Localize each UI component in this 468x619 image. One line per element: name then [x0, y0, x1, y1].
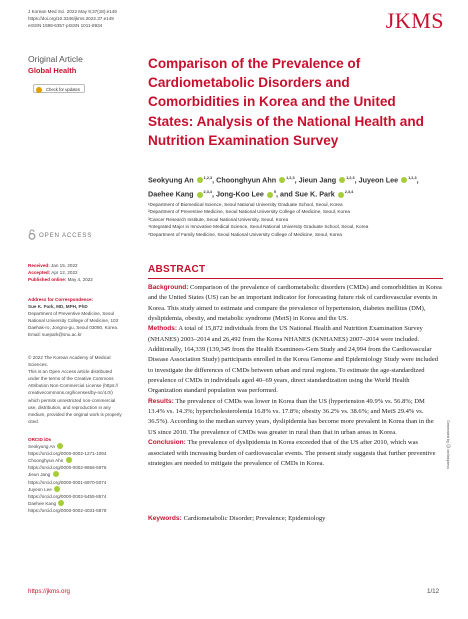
- keywords-text: Cardiometabolic Disorder; Prevalence; Epidemiology: [183, 515, 326, 522]
- orcid-link[interactable]: https://orcid.org/0000-0002-9656-5976: [28, 465, 107, 471]
- accepted-label: Accepted:: [28, 270, 51, 276]
- abstract-heading: ABSTRACT: [148, 264, 206, 275]
- check-updates-label: Check for updates: [46, 87, 80, 92]
- correspondence-label: Address for Correspondence:: [28, 297, 94, 302]
- orcid-icon[interactable]: [339, 177, 345, 183]
- orcid-name: Daehee Kang: [28, 500, 57, 506]
- affiliation-line: ³Cancer Research Institute, Seoul National University, Seoul, Korea: [148, 216, 289, 222]
- abstract-methods: [148, 324, 443, 396]
- issn-line: eISSN 1598-6357·pISSN 1011-8934: [28, 23, 103, 28]
- correspondence-line: National University College of Medicine, 103: [28, 318, 119, 324]
- orcid-icon: [57, 443, 63, 449]
- received-date: Jan 15, 2022: [51, 263, 78, 268]
- section-text: The prevalence of dyslipidemia in Korea exceeded that of the US after 2010, which was associated with increasing burden of cardiovascular events. The present study suggests that further preventive strategies are needed to mitigate the prevalence of CMDs in Korea.: [148, 439, 436, 467]
- orcid-icon[interactable]: [267, 192, 273, 198]
- license-line: which permits unrestricted non-commercial: [28, 397, 116, 403]
- section-label: Background:: [148, 284, 189, 291]
- citation-line: J Korean Med Sci. 2022 May 9;37(18):e149: [28, 9, 117, 14]
- received-label: Received:: [28, 263, 50, 268]
- author-list: [148, 172, 438, 201]
- orcid-link[interactable]: https://orcid.org/0000-0001-6970-5074: [28, 479, 107, 485]
- orcid-icon[interactable]: [279, 177, 285, 183]
- generator-note: Generated by 🛈 xmlinkpress: [446, 420, 450, 470]
- article-type: Original Article: [28, 54, 83, 64]
- author-separator: ,: [212, 189, 214, 199]
- correspondence-line: Daehak-ro, Jongno-gu, Seoul 03080, Korea.: [28, 325, 119, 331]
- author-separator: ,: [354, 175, 357, 185]
- abstract-results: [148, 397, 443, 438]
- orcid-icon[interactable]: [197, 177, 203, 183]
- author-name: Jong-Koo Lee: [216, 189, 264, 199]
- open-access-icon: [28, 229, 36, 240]
- check-updates-button[interactable]: [33, 84, 85, 93]
- orcid-icon: [66, 457, 72, 463]
- author-separator: ,: [416, 175, 419, 185]
- orcid-name: Seokyung An: [28, 444, 56, 450]
- license-line: under the terms of the Creative Commons: [28, 376, 114, 382]
- abstract-body: [148, 283, 443, 469]
- orcid-link[interactable]: https://orcid.org/0000-0002-1271-1094: [28, 451, 107, 457]
- orcid-icon: [53, 471, 59, 477]
- affiliation-line: ¹Department of Biomedical Science, Seoul National University Graduate School, Seoul, Korea: [148, 202, 343, 207]
- author-name: Sue K. Park: [294, 189, 335, 199]
- published-label: Published online:: [28, 277, 67, 283]
- citation-block: [28, 8, 117, 29]
- accepted-date: Apr 12, 2022: [51, 270, 78, 276]
- orcid-icon[interactable]: [401, 177, 407, 183]
- author-name: Jieun Jang: [298, 175, 337, 185]
- orcid-icon: [58, 500, 64, 506]
- correspondence-line: Department of Preventive Medicine, Seoul: [28, 311, 115, 317]
- open-access-label: OPEN ACCESS: [39, 232, 93, 239]
- license-line: medium, provided the original work is properly: [28, 411, 122, 417]
- orcid-block: [28, 436, 123, 514]
- orcid-icon[interactable]: [338, 192, 344, 198]
- section-label: Conclusion:: [148, 439, 186, 447]
- published-date: May 4, 2022: [67, 277, 93, 283]
- author-name: Seokyung An: [148, 175, 194, 185]
- author-affil-sup: 2,3,4: [203, 190, 212, 195]
- author-separator: , and: [276, 189, 293, 199]
- author-separator: ,: [212, 175, 215, 185]
- author-affil-sup: 1,2,3: [286, 176, 295, 180]
- author-separator: ,: [294, 175, 297, 185]
- doi-link[interactable]: https://doi.org/10.3346/jkms.2022.37.e149: [28, 16, 114, 21]
- orcid-name: Jieun Jang: [28, 472, 51, 478]
- license-line: cited.: [28, 418, 39, 424]
- license-line: © 2022 The Korean Academy of Medical: [28, 355, 111, 360]
- author-affil-sup: 5: [273, 190, 277, 195]
- correspondence-block: [28, 296, 123, 339]
- article-subject: Global Health: [28, 66, 77, 75]
- affiliations: [148, 201, 443, 238]
- orcid-link[interactable]: https://orcid.org/0000-0002-4031-5878: [28, 507, 107, 513]
- orcid-icon: [54, 486, 60, 492]
- author-affil-sup: 1,2,3: [346, 176, 355, 180]
- journal-url-link[interactable]: https://jkms.org: [28, 588, 70, 595]
- author-affil-sup: 1,2,3: [408, 176, 417, 180]
- license-line: Attribution Non-Commercial License (https://: [28, 383, 119, 389]
- section-text: A total of 15,872 individuals from the US National Health and Nutrition Examination Survey (NHANES) 2003–2014 and 26,492 from the Korea NHANES (KNHANES) 2007–2014 were included. Additionally, 164,339 (139,345 from the Health Examinees-Gem Study and 24,994 from the Cardiovascular Disease Association Study) participants enrolled in the Korea Genome and Epidemiology Study were included to investigate the differences of CMDs between urban and rural regions. To estimate the age-standardized prevalence of CMDs in individuals aged 40–69 years, direct standardization using the World Health Organization standard population was performed.: [148, 325, 438, 395]
- license-line: This is an Open Access article distributed: [28, 369, 113, 375]
- section-label: Results:: [148, 397, 174, 405]
- affiliation-line: ⁴Integrated Major in Innovative Medical Science, Seoul National University Graduate School, Seoul, Korea: [148, 224, 369, 230]
- affiliation-line: ⁵Department of Family Medicine, Seoul National University College of Medicine, Seoul, Korea: [148, 231, 342, 237]
- abstract-conclusion: [148, 438, 443, 469]
- orcid-link[interactable]: https://orcid.org/0000-0002-5455-8574: [28, 493, 107, 499]
- article-title: Comparison of the Prevalence of Cardiometabolic Disorders and Comorbidities in Korea and the United States: Analysis of the National Health and Nutrition Examination Survey: [148, 56, 424, 148]
- correspondence-name: Sue K. Park, MD, MPH, PhD: [28, 304, 88, 310]
- license-line: creativecommons.org/licenses/by-nc/4.0/): [28, 390, 113, 396]
- orcid-icon[interactable]: [197, 192, 203, 198]
- abstract-divider: [148, 278, 443, 279]
- author-affil-sup: 2,3,4: [344, 190, 354, 195]
- author-name: Daehee Kang: [148, 189, 194, 199]
- keywords: [148, 515, 443, 522]
- author-affil-sup: 1,2,3: [203, 176, 213, 180]
- license-block: [28, 354, 123, 425]
- orcid-name: Choonghyun Ahn: [28, 458, 64, 464]
- author-name: Juyeon Lee: [358, 175, 399, 185]
- license-line: use, distribution, and reproduction in any: [28, 404, 111, 410]
- affiliation-line: ²Department of Preventive Medicine, Seoul National University College of Medicine, Seoul, Korea: [148, 209, 350, 215]
- dates-block: [28, 262, 123, 283]
- check-updates-icon: [36, 87, 42, 93]
- correspondence-email[interactable]: Email: suepark@snu.ac.kr: [28, 332, 82, 338]
- orcid-label: ORCID iDs: [28, 437, 52, 442]
- journal-logo: JKMS: [385, 8, 444, 33]
- license-line: Sciences.: [28, 362, 48, 368]
- abstract-background: [148, 283, 443, 324]
- section-text: The prevalence of CMDs was lower in Korea than the US (hypertension 49.9% vs. 56.8%; DM 13.4% vs. 14.3%; hypercholesterolemia 16.8% vs. 17.8%; obesity 36.2% vs. 38.6%; and MetS 29.4% vs. 36.5%). According to the median survey years, dyslipidemia has become more prevalent in Korea than in the US since 2010. The prevalence of CMDs was greater in rural than that in urban areas in Korea.: [148, 397, 434, 436]
- section-label: Methods:: [148, 325, 178, 333]
- orcid-name: Juyeon Lee: [28, 486, 52, 492]
- page-number: 1/12: [427, 588, 440, 595]
- author-name: Choonghyun Ahn: [216, 175, 277, 185]
- keywords-label: Keywords:: [148, 515, 182, 522]
- section-text: Comparison of the prevalence of cardiometabolic disorders (CMDs) and comorbidities in Korea and the United States (US) can be an important indicator for forecasting future risk of cardiovascular events in Korea. This study aimed to estimate and compare the prevalence of hypertension, diabetes mellitus (DM), dyslipidemia, obesity, and metabolic syndrome (MetS) in Korea and the US.: [148, 284, 442, 323]
